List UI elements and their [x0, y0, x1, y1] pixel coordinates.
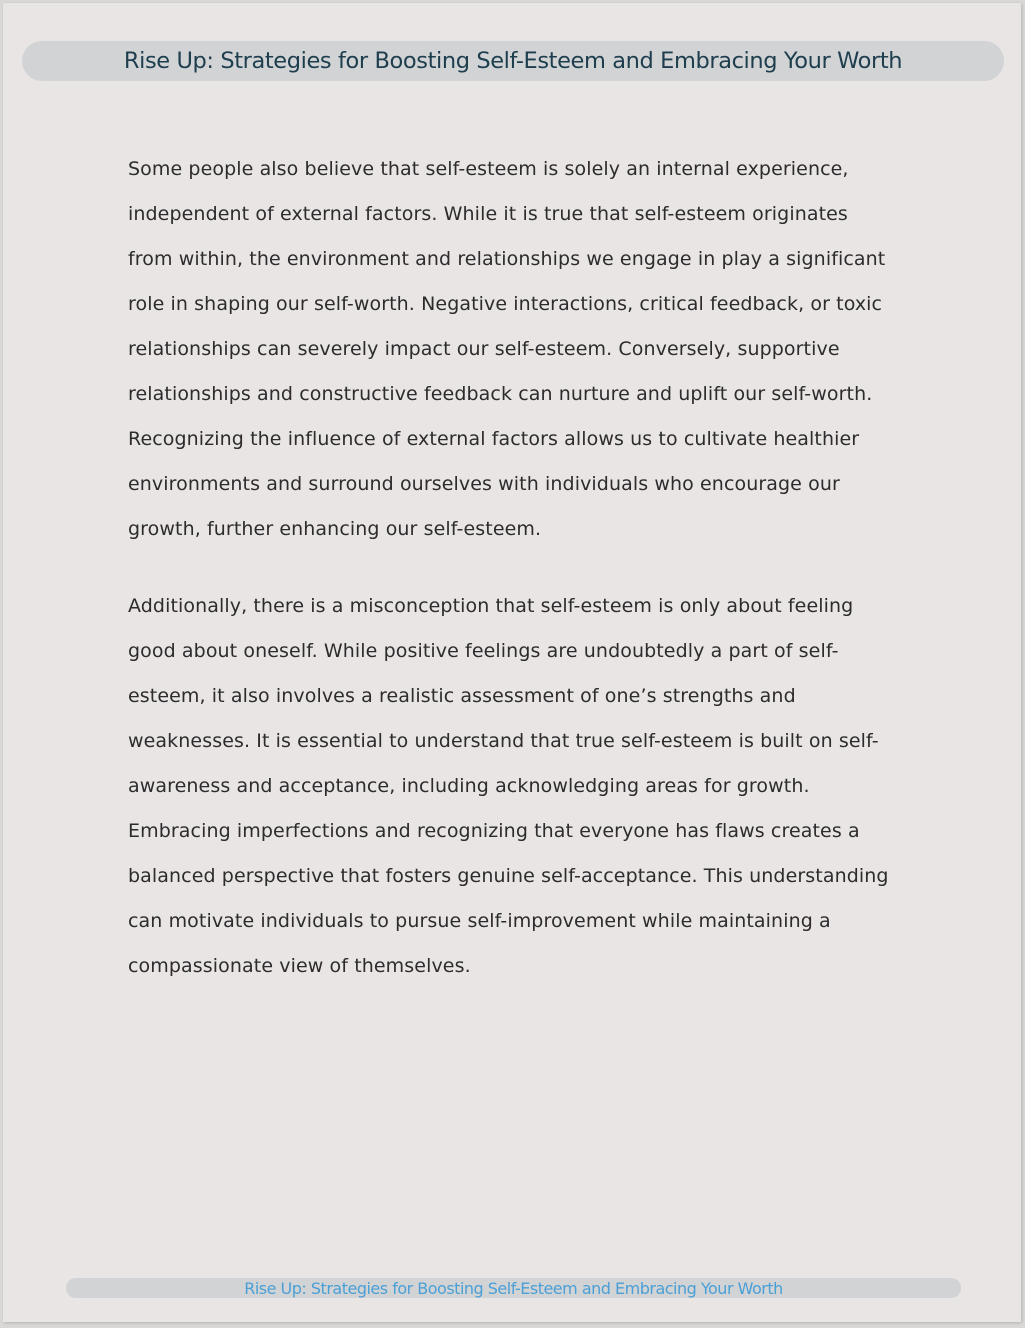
- paragraph: Some people also believe that self-esteem is solely an internal experience, independent of external factors. While it is true that self-esteem originates from within, the environment and relationships we engage in play a significant role in shaping our self-worth. Negative interactions, critical feedback, or toxic relationships can severely impact our self-esteem. Conversely, supportive relationships and constructive feedback can nurture and uplift our self-worth. Recognizing the influence of external factors allows us to cultivate healthier environments and surround ourselves with individuals who encourage our growth, further enhancing our self-esteem.: [128, 158, 886, 540]
- paragraph: Additionally, there is a misconception that self-esteem is only about feeling good about oneself. While positive feelings are undoubtedly a part of self-esteem, it also involves a realistic assessment of one’s strengths and weaknesses. It is essential to understand that true self-esteem is built on self-awareness and acceptance, including acknowledging areas for growth. Embracing imperfections and recognizing that everyone has flaws creates a balanced perspective that fosters genuine self-acceptance. This understanding can motivate individuals to pursue self-improvement while maintaining a compassionate view of themselves.: [128, 595, 889, 977]
- page-footer: [66, 1278, 961, 1298]
- footer-title: Rise Up: Strategies for Boosting Self-Esteem and Embracing Your Worth: [244, 1278, 783, 1298]
- document-page: [3, 3, 1021, 1322]
- page-header: [22, 41, 1004, 81]
- body-text: [128, 147, 898, 1021]
- header-title: Rise Up: Strategies for Boosting Self-Esteem and Embracing Your Worth: [123, 48, 903, 74]
